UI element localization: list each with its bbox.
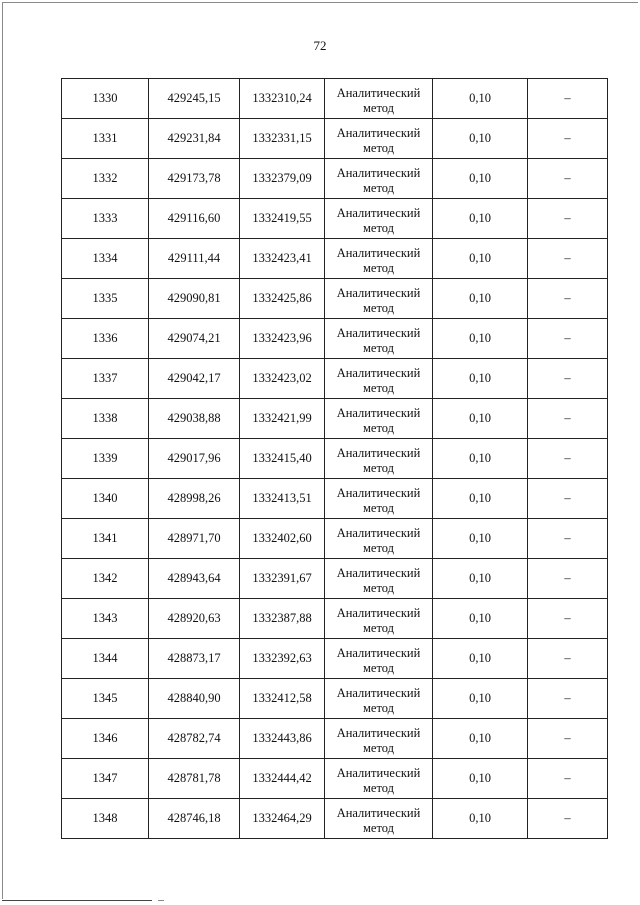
method-line-1: Аналитический (336, 406, 421, 420)
note-cell: – (528, 799, 608, 839)
accuracy-cell: 0,10 (433, 799, 528, 839)
table-row (62, 639, 608, 679)
table-row (62, 519, 608, 559)
note-cell: – (528, 679, 608, 719)
method-line-2: метод (362, 421, 394, 435)
y-coordinate-cell: 1332444,42 (240, 759, 325, 799)
point-number-cell: 1348 (62, 799, 149, 839)
note-cell: – (528, 519, 608, 559)
method-line-2: метод (362, 461, 394, 475)
y-coordinate-cell: 1332415,40 (240, 439, 325, 479)
accuracy-cell: 0,10 (433, 719, 528, 759)
point-number-cell: 1347 (62, 759, 149, 799)
method-line-1: Аналитический (336, 286, 421, 300)
method-line-2: метод (362, 701, 394, 715)
y-coordinate-cell: 1332443,86 (240, 719, 325, 759)
method-line-1: Аналитический (336, 446, 421, 460)
note-cell: – (528, 759, 608, 799)
method-line-1: Аналитический (336, 526, 421, 540)
method-line-2: метод (362, 741, 394, 755)
point-number-cell: 1336 (62, 319, 149, 359)
table-row (62, 439, 608, 479)
note-cell: – (528, 199, 608, 239)
accuracy-cell: 0,10 (433, 279, 528, 319)
method-line-2: метод (362, 301, 394, 315)
accuracy-cell: 0,10 (433, 79, 528, 119)
method-line-1: Аналитический (336, 126, 421, 140)
x-coordinate-cell: 429090,81 (149, 279, 240, 319)
x-coordinate-cell: 428840,90 (149, 679, 240, 719)
x-coordinate-cell: 428998,26 (149, 479, 240, 519)
y-coordinate-cell: 1332419,55 (240, 199, 325, 239)
x-coordinate-cell: 429017,96 (149, 439, 240, 479)
x-coordinate-cell: 429042,17 (149, 359, 240, 399)
note-cell: – (528, 119, 608, 159)
accuracy-cell: 0,10 (433, 519, 528, 559)
point-number-cell: 1346 (62, 719, 149, 759)
x-coordinate-cell: 429116,60 (149, 199, 240, 239)
method-cell (325, 599, 433, 639)
x-coordinate-cell: 428873,17 (149, 639, 240, 679)
method-line-2: метод (362, 221, 394, 235)
footer-rule-fragment (158, 900, 164, 901)
table-row (62, 239, 608, 279)
point-number-cell: 1343 (62, 599, 149, 639)
coordinates-table-body (62, 79, 608, 839)
table-row (62, 79, 608, 119)
page-frame-top (2, 2, 638, 3)
method-line-2: метод (362, 661, 394, 675)
method-line-2: метод (362, 781, 394, 795)
method-line-1: Аналитический (336, 806, 421, 820)
y-coordinate-cell: 1332379,09 (240, 159, 325, 199)
method-line-2: метод (362, 381, 394, 395)
accuracy-cell: 0,10 (433, 359, 528, 399)
y-coordinate-cell: 1332425,86 (240, 279, 325, 319)
method-line-1: Аналитический (336, 646, 421, 660)
x-coordinate-cell: 429111,44 (149, 239, 240, 279)
method-cell (325, 319, 433, 359)
note-cell: – (528, 359, 608, 399)
accuracy-cell: 0,10 (433, 439, 528, 479)
method-line-2: метод (362, 541, 394, 555)
method-line-2: метод (362, 821, 394, 835)
accuracy-cell: 0,10 (433, 399, 528, 439)
table-row (62, 679, 608, 719)
footer-rule (2, 900, 152, 901)
y-coordinate-cell: 1332387,88 (240, 599, 325, 639)
point-number-cell: 1331 (62, 119, 149, 159)
note-cell: – (528, 399, 608, 439)
note-cell: – (528, 599, 608, 639)
table-row (62, 399, 608, 439)
method-line-1: Аналитический (336, 166, 421, 180)
method-cell (325, 399, 433, 439)
method-line-2: метод (362, 141, 394, 155)
point-number-cell: 1345 (62, 679, 149, 719)
x-coordinate-cell: 428943,64 (149, 559, 240, 599)
y-coordinate-cell: 1332392,63 (240, 639, 325, 679)
method-cell (325, 479, 433, 519)
point-number-cell: 1333 (62, 199, 149, 239)
point-number-cell: 1344 (62, 639, 149, 679)
method-line-2: метод (362, 181, 394, 195)
method-line-1: Аналитический (336, 686, 421, 700)
point-number-cell: 1340 (62, 479, 149, 519)
method-cell (325, 199, 433, 239)
method-line-1: Аналитический (336, 206, 421, 220)
page-frame-left (2, 2, 3, 899)
note-cell: – (528, 719, 608, 759)
note-cell: – (528, 639, 608, 679)
point-number-cell: 1338 (62, 399, 149, 439)
note-cell: – (528, 279, 608, 319)
method-cell (325, 679, 433, 719)
y-coordinate-cell: 1332423,96 (240, 319, 325, 359)
point-number-cell: 1341 (62, 519, 149, 559)
table-row (62, 119, 608, 159)
table-row (62, 279, 608, 319)
x-coordinate-cell: 428746,18 (149, 799, 240, 839)
point-number-cell: 1332 (62, 159, 149, 199)
note-cell: – (528, 79, 608, 119)
table-row (62, 319, 608, 359)
point-number-cell: 1334 (62, 239, 149, 279)
method-cell (325, 519, 433, 559)
table-row (62, 559, 608, 599)
method-line-1: Аналитический (336, 366, 421, 380)
y-coordinate-cell: 1332423,02 (240, 359, 325, 399)
accuracy-cell: 0,10 (433, 639, 528, 679)
y-coordinate-cell: 1332391,67 (240, 559, 325, 599)
accuracy-cell: 0,10 (433, 479, 528, 519)
y-coordinate-cell: 1332402,60 (240, 519, 325, 559)
y-coordinate-cell: 1332413,51 (240, 479, 325, 519)
method-cell (325, 239, 433, 279)
method-line-1: Аналитический (336, 766, 421, 780)
coordinates-table (61, 78, 608, 839)
point-number-cell: 1337 (62, 359, 149, 399)
accuracy-cell: 0,10 (433, 239, 528, 279)
point-number-cell: 1342 (62, 559, 149, 599)
x-coordinate-cell: 428920,63 (149, 599, 240, 639)
table-row (62, 719, 608, 759)
method-line-1: Аналитический (336, 246, 421, 260)
note-cell: – (528, 239, 608, 279)
note-cell: – (528, 559, 608, 599)
note-cell: – (528, 159, 608, 199)
accuracy-cell: 0,10 (433, 679, 528, 719)
note-cell: – (528, 319, 608, 359)
table-row (62, 479, 608, 519)
y-coordinate-cell: 1332331,15 (240, 119, 325, 159)
y-coordinate-cell: 1332310,24 (240, 79, 325, 119)
method-line-1: Аналитический (336, 566, 421, 580)
x-coordinate-cell: 428781,78 (149, 759, 240, 799)
method-line-1: Аналитический (336, 486, 421, 500)
x-coordinate-cell: 428782,74 (149, 719, 240, 759)
y-coordinate-cell: 1332412,58 (240, 679, 325, 719)
x-coordinate-cell: 429038,88 (149, 399, 240, 439)
table-row (62, 599, 608, 639)
table-row (62, 359, 608, 399)
y-coordinate-cell: 1332464,29 (240, 799, 325, 839)
method-cell (325, 79, 433, 119)
x-coordinate-cell: 429231,84 (149, 119, 240, 159)
point-number-cell: 1330 (62, 79, 149, 119)
y-coordinate-cell: 1332421,99 (240, 399, 325, 439)
method-cell (325, 559, 433, 599)
method-line-2: метод (362, 501, 394, 515)
point-number-cell: 1339 (62, 439, 149, 479)
accuracy-cell: 0,10 (433, 759, 528, 799)
page-number: 72 (313, 38, 327, 53)
method-cell (325, 159, 433, 199)
x-coordinate-cell: 428971,70 (149, 519, 240, 559)
x-coordinate-cell: 429245,15 (149, 79, 240, 119)
method-cell (325, 759, 433, 799)
x-coordinate-cell: 429173,78 (149, 159, 240, 199)
x-coordinate-cell: 429074,21 (149, 319, 240, 359)
method-line-2: метод (362, 581, 394, 595)
accuracy-cell: 0,10 (433, 159, 528, 199)
method-cell (325, 279, 433, 319)
y-coordinate-cell: 1332423,41 (240, 239, 325, 279)
method-line-1: Аналитический (336, 726, 421, 740)
method-line-2: метод (362, 101, 394, 115)
accuracy-cell: 0,10 (433, 199, 528, 239)
method-cell (325, 119, 433, 159)
table-row (62, 799, 608, 839)
method-cell (325, 799, 433, 839)
method-cell (325, 439, 433, 479)
note-cell: – (528, 479, 608, 519)
accuracy-cell: 0,10 (433, 559, 528, 599)
method-line-2: метод (362, 261, 394, 275)
method-line-1: Аналитический (336, 86, 421, 100)
method-line-2: метод (362, 341, 394, 355)
method-cell (325, 719, 433, 759)
accuracy-cell: 0,10 (433, 319, 528, 359)
point-number-cell: 1335 (62, 279, 149, 319)
method-cell (325, 639, 433, 679)
table-row (62, 199, 608, 239)
method-cell (325, 359, 433, 399)
note-cell: – (528, 439, 608, 479)
accuracy-cell: 0,10 (433, 599, 528, 639)
method-line-1: Аналитический (336, 606, 421, 620)
method-line-2: метод (362, 621, 394, 635)
table-row (62, 759, 608, 799)
accuracy-cell: 0,10 (433, 119, 528, 159)
table-row (62, 159, 608, 199)
method-line-1: Аналитический (336, 326, 421, 340)
